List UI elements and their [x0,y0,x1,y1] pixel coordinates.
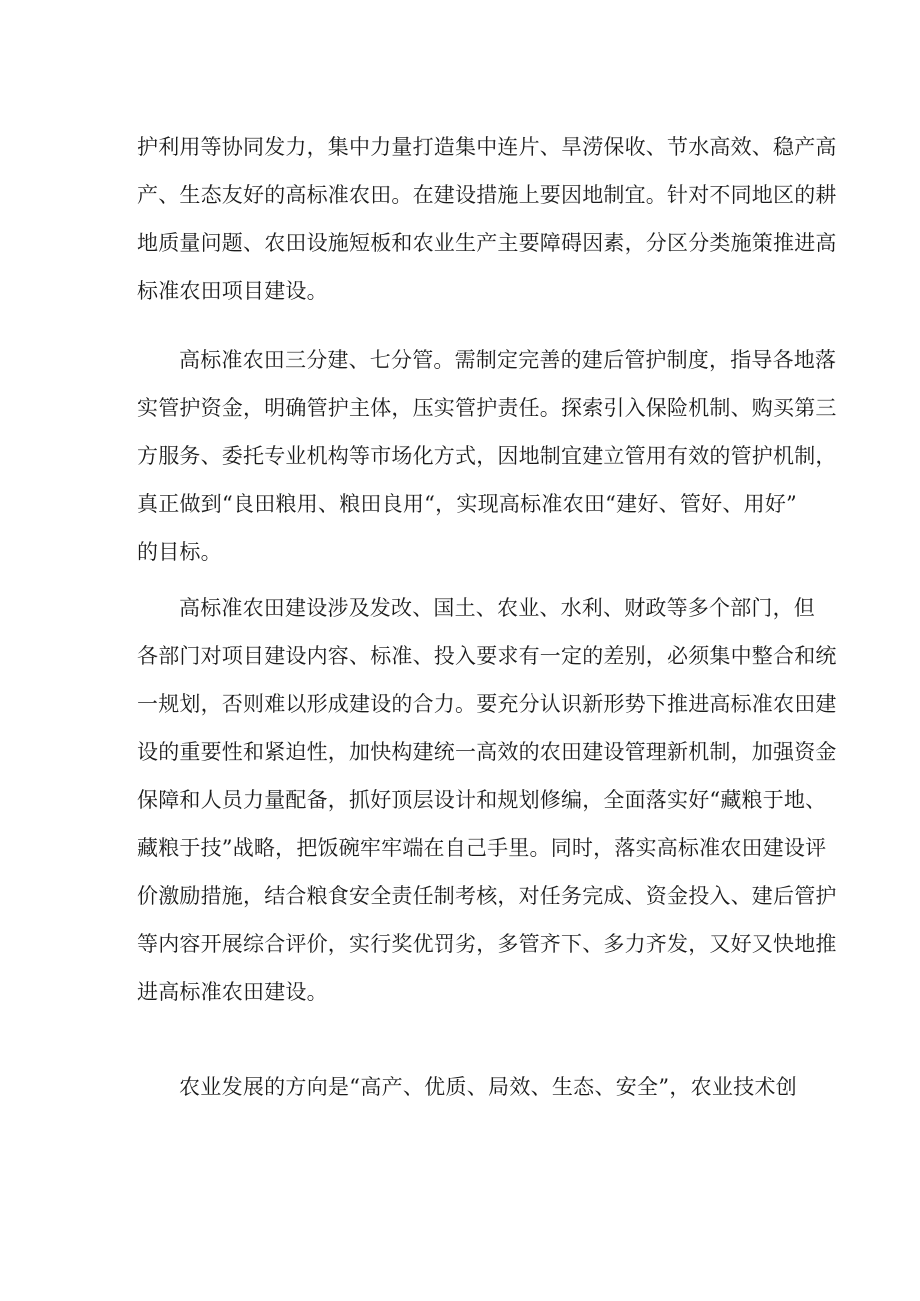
text-line: 实管护资金，明确管护主体，压实管护责任。探索引入保险机制、购买第三 [137,396,837,420]
text-line: 产、生态友好的高标准农田。在建设措施上要因地制宜。针对不同地区的耕 [137,183,837,207]
paragraph-departments [137,584,837,1016]
text-line: 一规划，否则难以形成建设的合力。要充分认识新形势下推进高标准农田建 [137,692,837,716]
text-line: 方服务、委托专业机构等市场化方式，因地制宜建立管用有效的管护机制， [137,444,837,468]
text-line: 地质量问题、农田设施短板和农业生产主要障碍因素，分区分类施策推进高 [137,231,837,255]
text-line: 等内容开展综合评价，实行奖优罚劣，多管齐下、多力齐发，又好又快地推 [137,932,837,956]
text-line: 农业发展的方向是“高产、优质、局效、生态、安全”，农业技术创 [179,1075,797,1099]
text-line: 高标准农田建设涉及发改、国土、农业、水利、财政等多个部门，但 [179,596,815,620]
text-line: 进高标准农田建设。 [137,980,328,1004]
text-line: 保障和人员力量配备，抓好顶层设计和规划修编，全面落实好“藏粮于地、 [137,788,827,812]
text-line: 价激励措施，结合粮食安全责任制考核，对任务完成、资金投入、建后管护 [137,884,837,908]
text-line: 护利用等协同发力，集中力量打造集中连片、旱涝保收、节水高效、稳产高 [137,135,837,159]
text-line: 设的重要性和紧迫性，加快构建统一高效的农田建设管理新机制，加强资金 [137,740,837,764]
text-line: 藏粮于技”战略，把饭碗牢牢端在自己手里。同时，落实高标准农田建设评 [137,836,827,860]
text-line: 标准农田项目建设。 [137,279,328,303]
text-line: 高标准农田三分建、七分管。需制定完善的建后管护制度，指导各地落 [179,348,837,372]
text-line: 的目标。 [137,540,222,564]
paragraph-continuation [137,123,837,315]
text-line: 各部门对项目建设内容、标准、投入要求有一定的差别，必须集中整合和统 [137,644,837,668]
paragraph-agriculture-direction [137,1063,797,1111]
text-line: 真正做到“良田粮用、粮田良用“，实现高标准农田“建好、管好、用好” [137,492,797,516]
paragraph-maintenance [137,336,837,576]
